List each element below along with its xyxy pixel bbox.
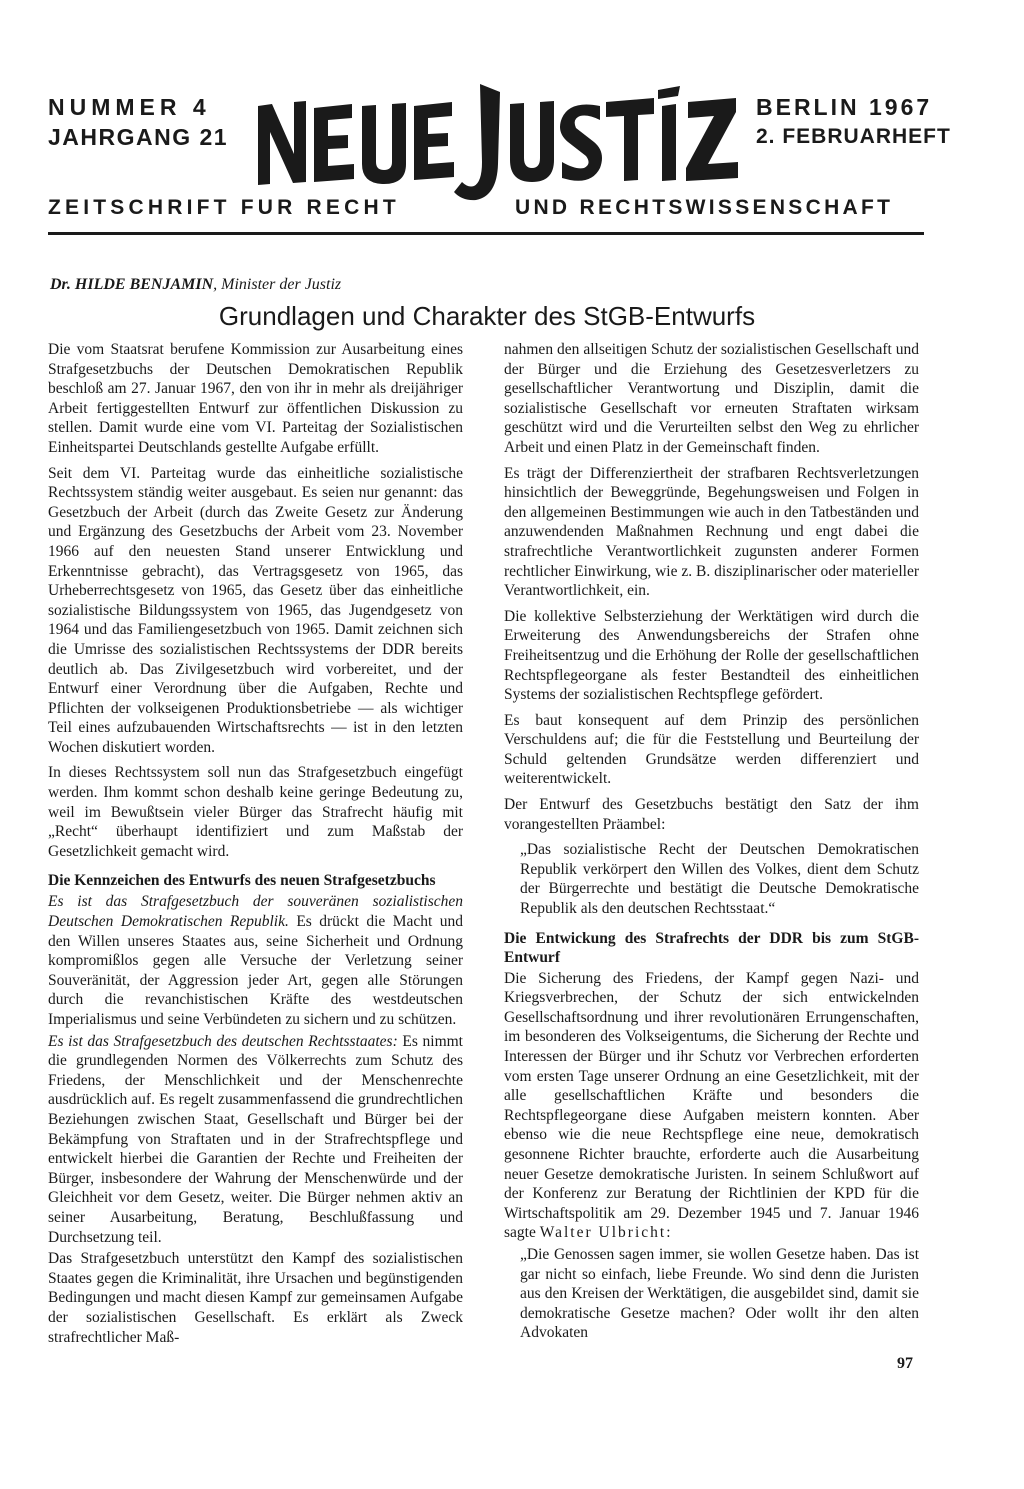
author-role: , Minister der Justiz <box>213 276 342 293</box>
emphasis: Es ist das Strafgesetzbuch der souveränen sozialistischen Deutschen Demokratischen Republik. <box>48 893 463 931</box>
paragraph: nahmen den allseitigen Schutz der sozialistischen Gesellschaft und der Bürger und die Erziehung des Gesetzesverletzers zu gesellschaftlicher Verantwortung und Disziplin, damit die sozialistische Gesellschaft vor erneuten Straftaten wirksam geschützt wird und die Verurteilten selbst den Weg zu ehrlicher Arbeit und einen Platz in der Gemeinschaft finden. <box>504 341 919 456</box>
subtitle-left: ZEITSCHRIFT FUR RECHT <box>48 196 400 219</box>
emphasis: Es ist das Strafgesetzbuch des deutschen Rechtsstaates: <box>48 1032 398 1050</box>
text-column-right <box>504 340 919 1353</box>
masthead-rule <box>48 232 924 235</box>
text-column-left <box>48 340 463 1353</box>
paragraph: Die kollektive Selbsterziehung der Werktätigen wird durch die Erweiterung des Anwendungsbereichs der Strafen ohne Freiheitsentzug und die Erhöhung der Rolle der gesellschaftlichen Rechtspflegeorgane als fester Bestandteil des einheitlichen Systems der sozialistischen Rechtspflege gefördert. <box>504 607 919 704</box>
paragraph <box>48 1032 463 1248</box>
section-heading: Die Entwickung des Strafrechts der DDR bis zum StGB-Entwurf <box>504 929 919 966</box>
issue-info <box>48 92 228 152</box>
paragraph: Die vom Staatsrat berufene Kommission zur Ausarbeitung eines Strafgesetzbuchs der Deutschen Demokratischen Republik beschloß am 27. Januar 1967, den von ihr in mehr als dreijähriger Arbeit fertiggestellten Entwurf zur öffentlichen Diskussion zu stellen. Damit wurde eine vom VI. Parteitag der Sozialistischen Einheitspartei Deutschlands gestellte Aufgabe erfüllt. <box>48 341 463 456</box>
paragraph <box>48 892 463 1029</box>
blockquote: „Die Genossen sagen immer, sie wollen Gesetze haben. Das ist gar nicht so einfach, liebe Freunde. Wo sind denn die Juristen aus den Kreisen der Werktätigen, die ausgebildet sind, damit sie demokratische Gesetze machen? Oder wollt ihr den alten Advokaten <box>520 1245 919 1342</box>
issue-volume: JAHRGANG 21 <box>48 124 229 150</box>
paragraph-text: Die Sicherung des Friedens, der Kampf gegen Nazi- und Kriegsverbrechen, der Schutz der sich entwickelnden Gesellschaftsordnung und ihrer revolutionären Errungenschaften, im besonderen des Volkseigentums, die Sicherung der Rechte und Interessen der Bürger und ihr Schutz vor Verbrechen erforderten vom ersten Tage unserer Ordnung an eine Gesetzlichkeit, mit der alle gesellschaftlichen Kräfte und besonders die Rechtspflegeorgane diese Aufgaben meistern konnten. Aber ebenso wie die neue Rechtspflege eine neue, demokratisch gesonnene Richter brauchte, erforderte auch die Ausarbeitung neuer Gesetze demokratische Juristen. In seinem Schlußwort auf der Konferenz zur Beratung der Richtlinien der KPD für die Wirtschaftspolitik am 29. Dezember 1945 und 7. Januar 1946 sagte <box>504 969 919 1242</box>
subtitle-right: UND RECHTSWISSENSCHAFT <box>515 196 894 219</box>
article-title: Grundlagen und Charakter des StGB-Entwurfs <box>218 301 756 331</box>
paragraph: Seit dem VI. Parteitag wurde das einheitliche sozialistische Rechtssystem ständig weiter ausgebaut. Es seien nur genannt: das Gesetzbuch der Arbeit (durch das Zweite Gesetz zur Änderung und Ergänzung des Gesetzbuchs der Arbeit vom 23. November 1966 auf den neuesten Stand unserer Entwicklung und Erkenntnisse gebracht), das Vertragsgesetz von 1965, das Urheberrechtsgesetz von 1965, das Gesetz über das einheitliche sozialistische Bildungssystem von 1965, das Jugendgesetz von 1964 und das Familiengesetzbuch von 1965. Damit zeichnen sich die Umrisse des sozialistischen Rechtssystems der DDR bereits deutlich ab. Das Zivilgesetzbuch wird vorbereitet, und der Entwurf einer Verordnung über die Aufgaben, Rechte und Pflichten der volkseigenen Produktionsbetriebe — als wichtiger Teil eines aufzubauenden Wirtschaftsrechts — ist in den letzten Wochen diskutiert worden. <box>48 464 463 756</box>
punctuation: : <box>666 1224 671 1242</box>
issue-date-info <box>756 92 951 152</box>
paragraph: Das Strafgesetzbuch unterstützt den Kampf des sozialistischen Staates gegen die Kriminalität, ihre Ursachen und begünstigenden Bedingungen und macht diesen Kampf zur gemeinsamen Aufgabe der sozialistischen Gesellschaft. Es erklärt als Zweck strafrechtlicher Maß- <box>48 1250 463 1346</box>
paragraph: In dieses Rechtssystem soll nun das Strafgesetzbuch eingefügt werden. Ihm kommt schon deshalb keine geringe Bedeutung zu, weil im Bewußtsein vieler Bürger das Strafrecht häufig mit „Recht“ überhaupt identifiziert und zum Maßstab der Gesetzlichkeit gemacht wird. <box>48 764 463 860</box>
article-byline <box>50 276 341 294</box>
issue-number: NUMMER 4 <box>48 94 211 120</box>
issue-place-year: BERLIN 1967 <box>756 94 933 120</box>
paragraph-text: Es nimmt die grundlegenden Normen des Völkerrechts zum Schutz des Friedens, der Menschlichkeit und der Menschenrechte ausdrücklich auf. Es regelt zusammenfassend die grundrechtlichen Beziehungen zwischen Staat, Gesellschaft und Bürger bei der Bekämpfung von Straftaten und in der Strafrechtspflege und entwickelt hierbei die Garantien der Rechte und Freiheiten der Bürger, insbesondere der Wahrung der Menschenwürde und der Gleichheit vor dem Gesetz, weiter. Die Bürger nehmen aktiv an seiner Ausarbeitung, Beratung, Beschlußfassung und Durchsetzung teil. <box>48 1032 463 1246</box>
person-name: Walter Ulbricht <box>539 1224 667 1242</box>
paragraph: Der Entwurf des Gesetzbuchs bestätigt den Satz der ihm vorangestellten Präambel: <box>504 796 919 833</box>
page-number: 97 <box>897 1355 913 1372</box>
section-heading: Die Kennzeichen des Entwurfs des neuen Strafgesetzbuchs <box>48 872 436 890</box>
journal-logo <box>248 84 748 204</box>
paragraph: Es trägt der Differenziertheit der strafbaren Rechtsverletzungen hinsichtlich der Beweggründe, Begehungsweisen und Folgen in den allgemeinen Bestimmungen wie auch in den Tatbeständen und anzuwendenden Maßnahmen Rechnung und engt dabei die strafrechtliche Verantwortlichkeit zugunsten anderer Formen rechtlicher Einwirkung, wie z. B. disziplinarischer oder materieller Verantwortlichkeit, ein. <box>504 464 919 600</box>
blockquote: „Das sozialistische Recht der Deutschen Demokratischen Republik verkörpert den Willen des Volkes, dient dem Schutz der Bürgerrechte und bestätigt die Deutsche Demokratische Republik als den deutschen Rechtsstaat.“ <box>520 841 919 918</box>
author-name: Dr. HILDE BENJAMIN <box>50 276 214 293</box>
issue-part: 2. FEBRUARHEFT <box>756 125 951 148</box>
paragraph <box>504 969 919 1243</box>
paragraph-text: Es drückt die Macht und den Willen unseres Staates aus, seine Sicherheit und Ordnung kompromißlos gegen alle Versuche der Verletzung seiner Souveränität, der Aggression jeder Art, gegen alle Störungen durch die revanchistischen Kräfte des westdeutschen Imperialismus und seine Verbündeten zu sichern und zu schützen. <box>48 913 463 1028</box>
paragraph: Es baut konsequent auf dem Prinzip des persönlichen Verschuldens auf; die für die Feststellung und Beurteilung der Schuld geltenden Grundsätze werden differenziert und weiterentwickelt. <box>504 711 919 788</box>
